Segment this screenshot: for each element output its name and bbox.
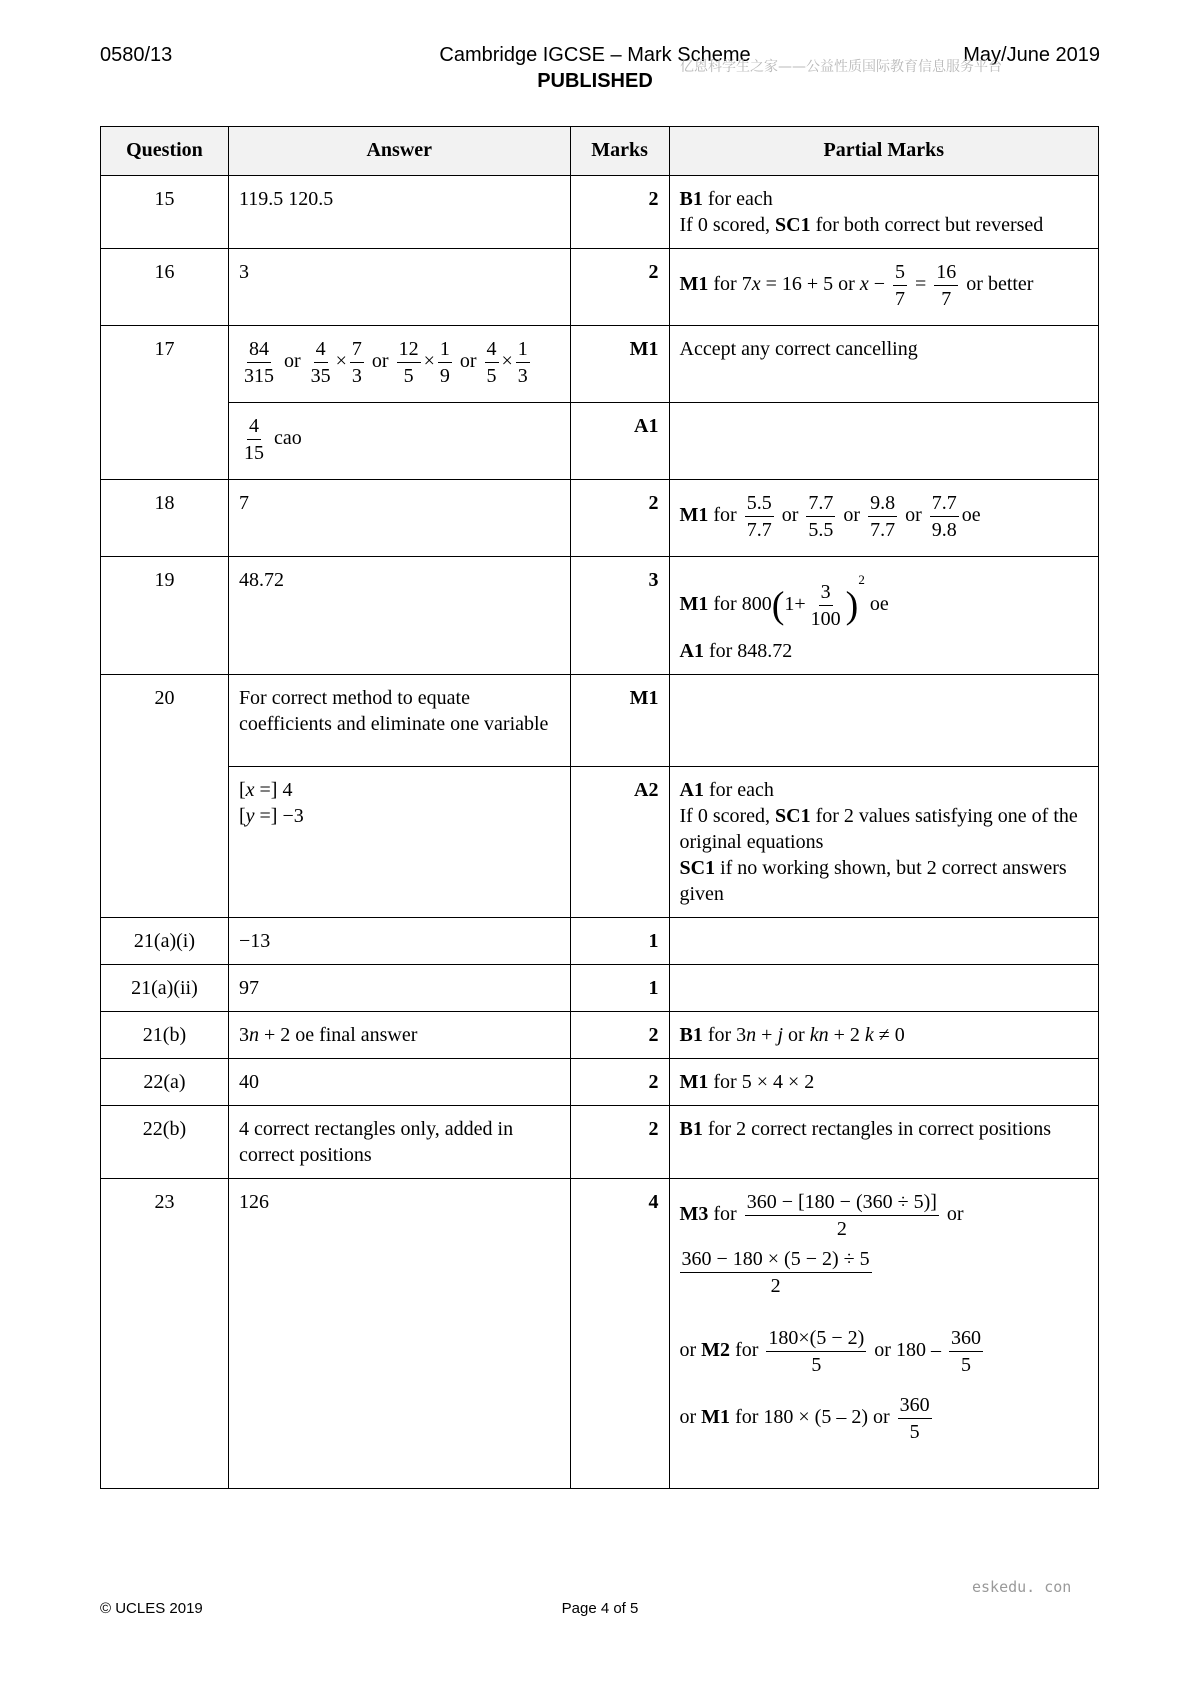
table-header-row (101, 127, 1099, 176)
numerator: 4 (485, 336, 499, 363)
partial-text: ≠ 0 (873, 1023, 905, 1046)
partial-text: or better (961, 273, 1034, 296)
partial-text: for 848.72 (703, 639, 793, 662)
fraction (680, 1246, 872, 1299)
or-word: or (283, 350, 301, 373)
times-sign: × (501, 350, 513, 373)
denominator: 3 (517, 365, 528, 387)
table-row (101, 964, 1099, 1011)
marks-cell: 2 (570, 1058, 669, 1105)
watermark-bottom: eskedu. con (972, 1578, 1072, 1596)
fraction (242, 413, 266, 466)
table-row (101, 480, 1099, 557)
for-word: for (713, 504, 737, 527)
denominator: 5 (811, 1353, 822, 1376)
numerator: 7.7 (930, 490, 959, 517)
marks-cell: 1 (570, 917, 669, 964)
times-sign: × (423, 350, 435, 373)
question-number: 21(a)(i) (101, 917, 229, 964)
answer-cell: 7 (228, 480, 570, 557)
marks-cell: M1 (570, 326, 669, 403)
partial-text: If 0 scored, (679, 804, 776, 827)
answer-text: + 2 oe final answer (258, 1023, 418, 1046)
table-row (101, 249, 1099, 326)
partial-marks-cell (669, 403, 1099, 480)
partial-text: for each (703, 778, 774, 801)
mark-code: A1 (679, 639, 704, 662)
question-number: 18 (101, 480, 229, 557)
partial-marks-cell (669, 249, 1099, 326)
watermark-top: 亿恩科学生之家——公益性质国际教育信息服务平台 (680, 59, 1002, 75)
or-word: or (843, 504, 861, 527)
partial-text: for 7 (708, 273, 752, 296)
partial-text: = 16 + 5 or (760, 273, 860, 296)
fraction (868, 490, 897, 543)
marks-cell: 2 (570, 176, 669, 249)
answer-cell (228, 766, 570, 917)
denominator: 5 (403, 365, 414, 387)
table-row (101, 1058, 1099, 1105)
marks-cell: 4 (570, 1178, 669, 1488)
numerator: 360 (898, 1392, 932, 1419)
denominator: 3 (351, 365, 362, 387)
or-word: or (905, 504, 922, 527)
partial-text: or (679, 1339, 702, 1361)
answer-cell: 97 (228, 964, 570, 1011)
denominator: 7.7 (870, 519, 896, 541)
footer-copyright: © UCLES 2019 (100, 1600, 203, 1617)
mark-code: M1 (679, 504, 709, 527)
question-number: 17 (101, 326, 229, 480)
bracket: [ (238, 778, 246, 801)
mark-code: M1 (679, 1070, 709, 1093)
numerator: 16 (934, 259, 958, 286)
variable-n: n (746, 1023, 757, 1046)
variable-kn: kn (809, 1023, 829, 1046)
partial-text: + 2 (828, 1023, 865, 1046)
or-word: or (371, 350, 389, 373)
table-row (101, 326, 1099, 403)
fraction (930, 490, 959, 543)
numerator: 7.7 (806, 490, 835, 517)
marks-cell: A2 (570, 766, 669, 917)
mark-code: B1 (679, 1117, 703, 1140)
partial-marks-cell: Accept any correct cancelling (669, 326, 1099, 403)
variable-k: k (864, 1023, 874, 1046)
partial-text: for 2 values satisfying one of the original equations (679, 804, 1078, 853)
marks-cell: 3 (570, 557, 669, 675)
one-plus: 1+ (784, 593, 806, 615)
exponent: 2 (858, 572, 865, 587)
or-word: or (946, 1203, 964, 1225)
table-row (101, 403, 1099, 480)
partial-text: If 0 scored, (679, 214, 776, 236)
partial-text: or (679, 1406, 702, 1428)
denominator: 9.8 (931, 519, 957, 541)
marks-cell: 2 (570, 249, 669, 326)
numerator: 180×(5 − 2) (766, 1325, 866, 1352)
variable-x: x (245, 778, 255, 801)
mark-code: M2 (701, 1339, 731, 1361)
table-row (101, 766, 1099, 917)
partial-marks-cell (669, 1178, 1099, 1488)
answer-text: 3 (238, 1023, 249, 1046)
close-paren: ) (845, 584, 859, 627)
partial-marks-cell (669, 557, 1099, 675)
question-number: 20 (101, 674, 229, 917)
variable-n: n (248, 1023, 259, 1046)
numerator: 360 − [180 − (360 ÷ 5)] (745, 1189, 939, 1216)
marks-cell: 2 (570, 480, 669, 557)
fraction (309, 336, 333, 389)
answer-cell: −13 (228, 917, 570, 964)
numerator: 360 − 180 × (5 − 2) ÷ 5 (680, 1246, 872, 1273)
table-row (101, 917, 1099, 964)
partial-text: if no working shown, but 2 correct answers given (679, 856, 1067, 905)
fraction (397, 336, 421, 389)
table-row (101, 1105, 1099, 1178)
numerator: 84 (247, 336, 271, 363)
partial-text: or 180 – (869, 1339, 946, 1361)
numerator: 1 (516, 336, 530, 363)
numerator: 360 (949, 1325, 983, 1352)
mark-code: SC1 (775, 214, 811, 236)
oe-label: oe (869, 593, 889, 615)
partial-marks-cell (669, 917, 1099, 964)
partial-marks-cell (669, 964, 1099, 1011)
fraction (893, 259, 907, 312)
or-word: or (781, 504, 799, 527)
question-number: 21(b) (101, 1011, 229, 1058)
table-row (101, 1011, 1099, 1058)
question-number: 15 (101, 176, 229, 249)
mark-code: SC1 (775, 804, 811, 827)
fraction (485, 336, 499, 389)
marks-cell: 1 (570, 964, 669, 1011)
numerator: 4 (247, 413, 261, 440)
answer-text: =] 4 (254, 778, 293, 801)
answer-text: =] −3 (254, 804, 304, 827)
denominator: 2 (836, 1217, 847, 1240)
marks-cell: M1 (570, 674, 669, 766)
mark-code: M3 (679, 1203, 709, 1225)
mark-code: A1 (679, 778, 704, 801)
answer-cell: 3 (228, 249, 570, 326)
document-code: 0580/13 (100, 44, 173, 66)
fraction (242, 336, 276, 389)
marks-cell: A1 (570, 403, 669, 480)
fraction (745, 1189, 939, 1242)
variable-y: y (245, 804, 255, 827)
question-number: 22(a) (101, 1058, 229, 1105)
mark-code: M1 (679, 593, 709, 615)
numerator: 5.5 (745, 490, 774, 517)
equals-sign: = (910, 273, 932, 296)
partial-marks-cell (669, 766, 1099, 917)
numerator: 4 (314, 336, 328, 363)
partial-text: for (730, 1339, 764, 1361)
fraction (934, 259, 958, 312)
mark-code: B1 (679, 1023, 703, 1046)
bracket: [ (238, 804, 246, 827)
marks-cell: 2 (570, 1105, 669, 1178)
variable-x: x (859, 273, 869, 296)
for-word: for (713, 1203, 737, 1225)
partial-marks-cell (669, 1058, 1099, 1105)
for-word: for (713, 593, 737, 615)
answer-cell (228, 1011, 570, 1058)
principal: 800 (741, 593, 772, 615)
answer-cell (228, 326, 570, 403)
denominator: 15 (243, 442, 264, 464)
mark-scheme-table (100, 126, 1099, 1489)
answer-cell: 126 (228, 1178, 570, 1488)
page-number: Page 4 of 5 (561, 1600, 639, 1617)
partial-text: for 5 × 4 × 2 (708, 1070, 815, 1093)
partial-text: for 180 × (5 – 2) or (730, 1406, 895, 1428)
document-title: Cambridge IGCSE – Mark Scheme (439, 44, 751, 66)
partial-marks-cell (669, 674, 1099, 766)
question-number: 19 (101, 557, 229, 675)
numerator: 7 (350, 336, 364, 363)
partial-marks-cell (669, 176, 1099, 249)
denominator: 9 (439, 365, 450, 387)
header-answer: Answer (228, 127, 570, 176)
fraction (350, 336, 364, 389)
mark-code: M1 (701, 1406, 731, 1428)
marks-cell: 2 (570, 1011, 669, 1058)
answer-cell: For correct method to equate coefficients and eliminate one variable (228, 674, 570, 766)
oe-label: oe (961, 504, 981, 527)
table-row (101, 1178, 1099, 1488)
partial-text: or (783, 1023, 810, 1046)
partial-marks-cell (669, 1105, 1099, 1178)
question-number: 22(b) (101, 1105, 229, 1178)
variable-j: j (777, 1023, 784, 1046)
header-marks: Marks (570, 127, 669, 176)
mark-code: SC1 (679, 856, 716, 879)
question-number: 23 (101, 1178, 229, 1488)
answer-cell: 40 (228, 1058, 570, 1105)
question-number: 16 (101, 249, 229, 326)
answer-cell (228, 403, 570, 480)
answer-cell: 4 correct rectangles only, added in correct positions (228, 1105, 570, 1178)
partial-text: + (756, 1023, 778, 1046)
exam-session: May/June 2019 (963, 44, 1100, 66)
table-row (101, 557, 1099, 675)
partial-text: for both correct but reversed (810, 214, 1044, 236)
mark-code: B1 (679, 188, 703, 210)
mark-code: M1 (679, 273, 709, 296)
partial-text: for 2 correct rectangles in correct positions (702, 1117, 1052, 1140)
variable-x: x (751, 273, 761, 296)
published-label: PUBLISHED (537, 70, 653, 92)
answer-cell: 119.5 120.5 (228, 176, 570, 249)
fraction (898, 1392, 932, 1445)
denominator: 5 (909, 1420, 920, 1443)
answer-cell: 48.72 (228, 557, 570, 675)
question-number: 21(a)(ii) (101, 964, 229, 1011)
numerator: 12 (397, 336, 421, 363)
header-question: Question (101, 127, 229, 176)
denominator: 5.5 (808, 519, 834, 541)
denominator: 35 (310, 365, 331, 387)
denominator: 7.7 (746, 519, 772, 541)
denominator: 5 (960, 1353, 971, 1376)
open-paren: ( (771, 584, 785, 627)
numerator: 5 (893, 259, 907, 286)
denominator: 5 (486, 365, 497, 387)
denominator: 315 (243, 365, 274, 387)
numerator: 1 (438, 336, 452, 363)
fraction (806, 490, 835, 543)
table-row (101, 674, 1099, 766)
denominator: 7 (895, 288, 905, 310)
fraction (516, 336, 530, 389)
denominator: 100 (810, 607, 841, 630)
denominator: 7 (941, 288, 952, 310)
or-word: or (459, 350, 477, 373)
minus-sign: − (868, 273, 890, 296)
partial-text: for 3 (702, 1023, 747, 1046)
fraction (949, 1325, 983, 1378)
fraction (766, 1325, 866, 1378)
partial-marks-cell (669, 480, 1099, 557)
table-row (101, 176, 1099, 249)
partial-marks-cell (669, 1011, 1099, 1058)
denominator: 2 (770, 1274, 781, 1297)
fraction (809, 579, 843, 632)
numerator: 9.8 (868, 490, 897, 517)
cao-label: cao (273, 427, 302, 450)
header-partial-marks: Partial Marks (669, 127, 1099, 176)
numerator: 3 (819, 579, 833, 606)
times-sign: × (335, 350, 347, 373)
fraction (745, 490, 774, 543)
fraction (438, 336, 452, 389)
partial-text: for each (702, 188, 773, 210)
